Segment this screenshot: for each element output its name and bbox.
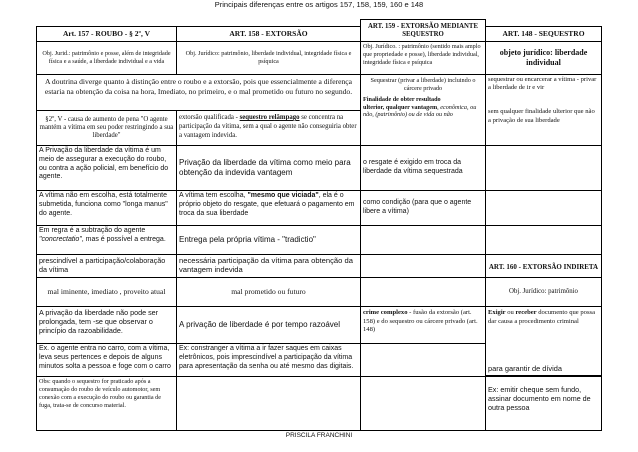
art-157-concrectatio: "concrectatio"	[39, 235, 82, 243]
art-157-paragrafo	[36, 110, 177, 146]
art-158-empty-1	[176, 376, 361, 431]
art-157-regra-c: , mas é possível a entrega.	[81, 235, 166, 243]
doctrine-label: A doutrina diverge quanto à distinção entre o roubo e a extorsão, pois que essencialmente a diferença estaria na obtenção da coisa na hora, Imediato, no primeiro, e o mal prometido ou futuro no segundo.	[44, 77, 353, 96]
art-158-qualificada-a: extorsão qualificada -	[179, 114, 240, 121]
art-157-privacao	[36, 145, 177, 191]
art-160-exigir-d: documento que possa dar causa a procedimento criminal	[488, 309, 596, 325]
header-art-159-label: ART. 159 - EXTORSÃO MEDIANTE SEQUESTRO	[368, 22, 478, 38]
art-160-garantir: para garantir de dívida	[488, 364, 562, 374]
art-158-vitima	[176, 190, 361, 226]
art-157-obs-text: Obs: quando o sequestro for praticado após a consumação do roubo de veículo automotor, sem conexão com a execução do roubo ou garantia de fuga, trata-se de concurso material.	[39, 378, 161, 410]
art-148-sequestrar: sequestrar ou encarcerar a vítima - privar a liberdade de ir e vir	[488, 76, 597, 92]
art-157-obs	[36, 376, 177, 431]
art-159-empty-2	[360, 254, 486, 278]
art-148-empty-1	[485, 145, 602, 191]
art-158-vitima-a: A vítima tem escolha,	[179, 192, 248, 199]
art-158-qualificada	[176, 110, 361, 146]
art-157-prescindivel	[36, 254, 177, 278]
art-158-necessaria-text: necessária participação da vítima para obtenção da vantagem indevida	[179, 256, 353, 275]
art-159-empty-5	[360, 376, 486, 431]
art-148-detail	[485, 74, 602, 146]
art-158-entrega-text: Entrega pela própria vítima - "tradictio"	[179, 235, 316, 244]
art-159-detail	[360, 74, 486, 146]
header-art-160	[485, 254, 602, 278]
art-159-empty-3	[360, 277, 486, 307]
object-art-148-text: objeto jurídico: liberdade individual	[499, 48, 588, 67]
art-158-vitima-c: , ela é o próprio objeto do resgate, que efetuará o pagamento em troca da sua liberdade	[179, 192, 355, 217]
art-159-finalidade-title: Finalidade de obter resultado	[363, 96, 441, 104]
art-157-regra-a: Em regra é a subtração do agente	[39, 227, 146, 234]
art-159-crime-complexo: crime complexo	[363, 309, 408, 316]
object-art-159	[360, 41, 486, 75]
page-footer: PRISCILA FRANCHINI	[285, 432, 353, 439]
art-160-ou: ou	[505, 309, 516, 316]
art-148-sem-finalidade: sem qualquer finalidade ulterior que não a privação de sua liberdade	[488, 108, 595, 124]
object-art-148	[485, 41, 602, 75]
art-158-exemplo	[176, 343, 361, 377]
art-157-privacao-text: A Privação da liberdade da vítima é um meio de assegurar a execução do roubo, ou contra a ação policial, em benefício do agente.	[39, 147, 169, 181]
art-160-exemplo	[485, 376, 602, 431]
art-148-empty-2	[485, 190, 602, 226]
art-160-exigir: Exigir	[488, 309, 506, 316]
art-159-resgate	[360, 145, 486, 191]
art-160-obj	[485, 277, 602, 307]
object-art-157	[36, 41, 177, 75]
art-157-exemplo-text: Ex. o agente entra no carro, com a vítima, leva seus pertences e depois de alguns minutos solta a pessoa e foge com o carro	[39, 345, 171, 370]
art-157-exemplo	[36, 343, 177, 377]
art-157-prescindivel-text: prescindível a participação/colaboração da vítima	[39, 256, 166, 274]
art-159-empty-1	[360, 225, 486, 255]
art-157-vitima-text: A vítima não em escolha, está totalmente submetida, funciona como "longa manus" do agente.	[39, 192, 168, 217]
header-art-158-label: ART. 158 - EXTORSÃO	[229, 29, 308, 39]
art-159-qualquer-vantagem: qualquer vantagem	[385, 103, 438, 111]
art-157-prolongada	[36, 306, 177, 344]
header-art-157-label: Art. 157 - ROUBO - § 2º, V	[62, 29, 151, 39]
art-158-sequestro-relampago: sequestro relâmpago	[239, 114, 300, 121]
art-160-exigir	[485, 306, 602, 376]
art-158-privacao	[176, 145, 361, 191]
art-158-mal-text: mal prometido ou futuro	[231, 287, 306, 297]
art-157-mal	[36, 277, 177, 307]
object-art-158	[176, 41, 361, 75]
art-158-tempo	[176, 306, 361, 344]
art-158-necessaria	[176, 254, 361, 278]
art-157-vitima	[36, 190, 177, 226]
art-160-receber: receber	[515, 309, 537, 316]
page-title: Principais diferenças entre os artigos 157, 158, 159, 160 e 148	[214, 0, 424, 9]
header-art-157	[36, 26, 177, 42]
art-159-crime-b: - fusão da extorsão (art. 158) e do sequestro ou cárcere privado (art. 148)	[363, 309, 478, 334]
art-160-exemplo-text: Ex: emitir cheque sem fundo, assinar documento em nome de outra pessoa	[488, 385, 591, 412]
art-159-finalidade	[363, 104, 483, 119]
art-159-economica: , econômica, ou não, (patrimônio) ou de vida ou não	[363, 103, 477, 119]
art-158-mal	[176, 277, 361, 307]
art-159-empty-4	[360, 343, 486, 377]
art-158-exemplo-text: Ex: constranger a vítima a ir fazer saques em caixas eletrônicos, pois imprescindível a participação da vítima para apresentação da senha ou até mesmo das digitais.	[179, 345, 354, 370]
art-158-qualificada-c: se concentra na participação da vítima, sem a qual o agente não conseguiria obter a vantagem indevida.	[179, 114, 357, 139]
doctrine-text	[36, 74, 361, 111]
art-159-resgate-text: o resgate é exigido em troca da liberdade da vítima sequestrada	[363, 159, 463, 175]
art-157-paragrafo-text: §2º, V - causa de aumento de pena "O agente mantém a vítima em seu poder restringindo a sua liberdade"	[39, 115, 174, 140]
art-159-ulterior: ulterior,	[363, 103, 385, 111]
header-art-159	[360, 19, 486, 42]
art-148-empty-3	[485, 225, 602, 255]
header-art-158	[176, 26, 361, 42]
art-160-obj-text: Obj. Jurídico: patrimônio	[509, 287, 578, 295]
art-159-condicao	[360, 190, 486, 226]
art-158-privacao-text: Privação da liberdade da vítima como meio para obtenção da indevida vantagem	[179, 158, 351, 177]
header-art-148	[485, 26, 602, 42]
object-art-159-text: Obj. Jurídico. : patrimônio (sentido mais amplo que propriedade e posse), liberdade individual, integridade física e psíquica	[363, 43, 481, 67]
object-art-158-text: Obj. Jurídico: patrimônio, liberdade individual, integridade física e psíquica	[185, 50, 352, 65]
art-157-regra	[36, 225, 177, 255]
art-157-prolongada-text: A privação da liberdade não pode ser prolongada, tem -se que observar o princípio da razoabilidade.	[39, 308, 159, 335]
art-159-crime	[360, 306, 486, 344]
art-158-tempo-text: A privação de liberdade é por tempo razoável	[179, 320, 340, 329]
art-158-entrega	[176, 225, 361, 255]
art-159-sequestrar: Sequestrar (privar a liberdade) incluindo o cárcere privado	[370, 77, 476, 92]
art-159-condicao-text: como condição (para que o agente libere a vítima)	[363, 199, 472, 215]
header-art-160-label: ART. 160 - EXTORSÃO INDIRETA	[488, 263, 599, 272]
header-art-148-label: ART. 148 - SEQUESTRO	[502, 29, 585, 39]
art-158-mesmo-viciada: "mesmo que viciada"	[247, 192, 319, 199]
art-157-mal-text: mal iminente, imediato , proveito atual	[47, 287, 166, 297]
object-art-157-text: Obj. Jurid.: patrimônio e posse, além de integridade física e a saúde, a liberdade individual e a vida	[42, 50, 171, 65]
